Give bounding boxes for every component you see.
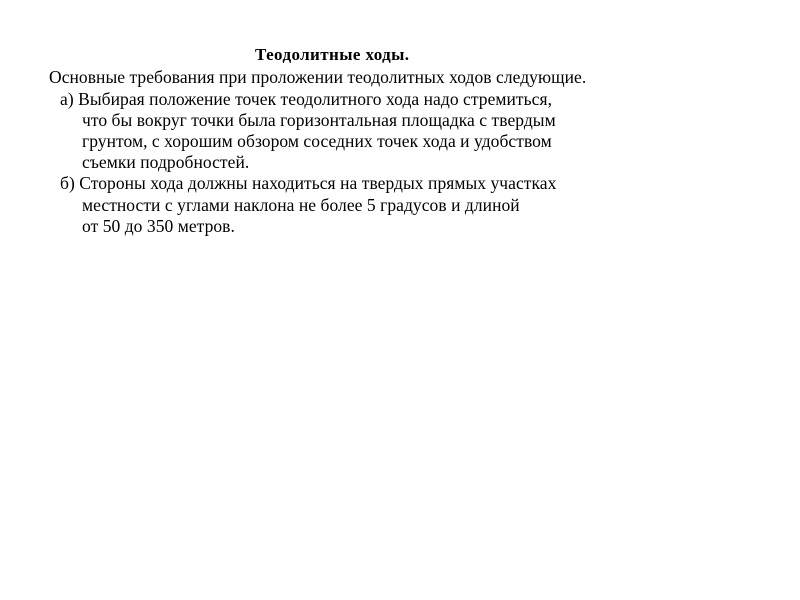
item-b-line-3: от 50 до 350 метров.	[82, 216, 235, 236]
item-a-line-2: что бы вокруг точки была горизонтальная площадка с твердым	[82, 110, 556, 130]
item-a-line-4: съемки подробностей.	[82, 152, 250, 172]
item-b-line-1: б) Стороны хода должны находиться на твердых прямых участках	[60, 173, 557, 193]
item-a-line-1: а) Выбирая положение точек теодолитного хода надо стремиться,	[60, 89, 553, 109]
slide-title: Теодолитные ходы.	[255, 45, 410, 64]
item-b-line-2: местности с углами наклона не более 5 градусов и длиной	[82, 195, 520, 215]
intro-text: Основные требования при проложении теодолитных ходов следующие.	[49, 67, 587, 87]
item-a-line-3: грунтом, с хорошим обзором соседних точек хода и удобством	[82, 131, 552, 151]
